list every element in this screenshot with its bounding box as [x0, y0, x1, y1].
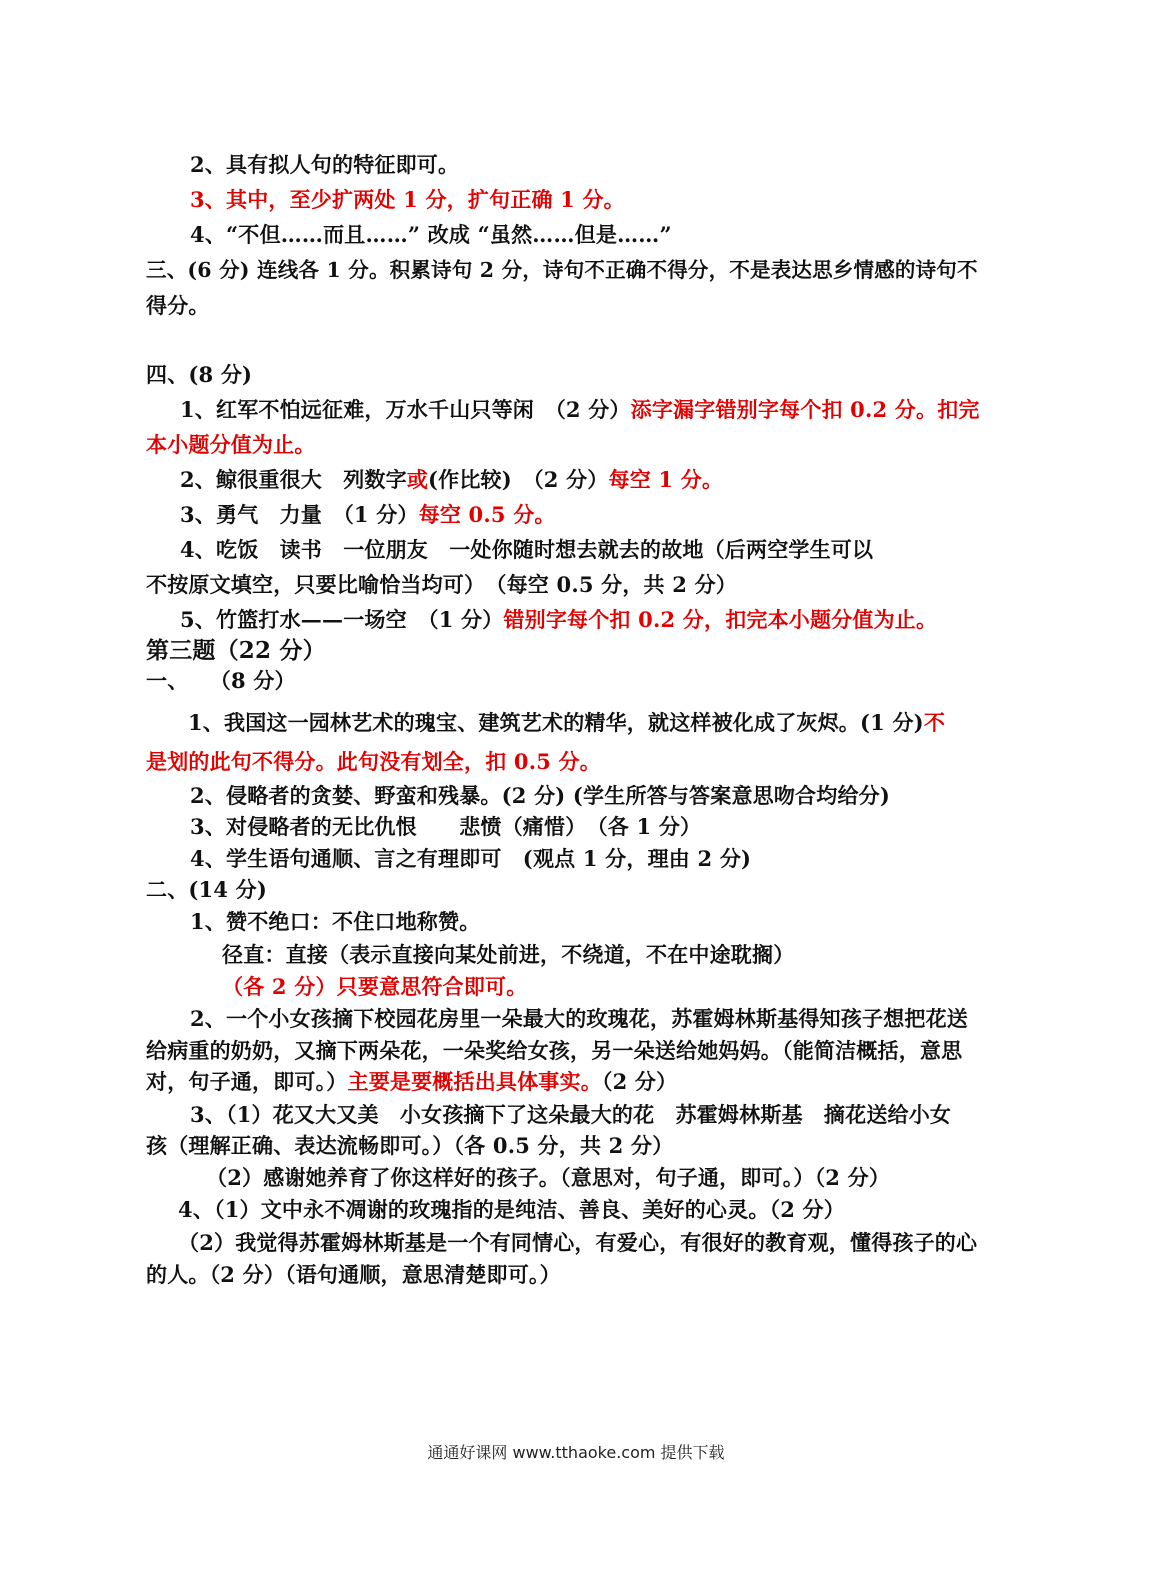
section-header: 一、 （8 分） [146, 668, 296, 693]
answer-line: 1、我国这一园林艺术的瑰宝、建筑艺术的精华，就这样被化成了灰烬。(1 分)不 [188, 710, 946, 735]
section-header: 四、(8 分) [146, 362, 253, 387]
answer-line: 3、对侵略者的无比仇恨 悲愤（痛惜） （各 1 分） [190, 814, 702, 839]
scoring-note: 每空 1 分。 [608, 467, 724, 492]
scoring-note: 主要是要概括出具体事实。 [347, 1069, 602, 1094]
scoring-note: 是划的此句不得分。此句没有划全，扣 0.5 分。 [146, 749, 601, 774]
answer-line: 得分。 [146, 293, 210, 318]
scoring-note: 错别字每个扣 0.2 分，扣完本小题分值为止。 [503, 607, 938, 632]
section-header: 二、(14 分) [146, 877, 268, 902]
answer-line: 对，句子通，即可。）主要是要概括出具体事实。（2 分） [146, 1069, 678, 1094]
answer-line: 4、（1）文中永不凋谢的玫瑰指的是纯洁、善良、美好的心灵。（2 分） [178, 1197, 845, 1222]
answer-line: 3、勇气 力量 （1 分）每空 0.5 分。 [180, 502, 556, 527]
scoring-note: 本小题分值为止。 [146, 432, 316, 457]
answer-line: 4、“不但……而且……” 改成 “虽然……但是……” [190, 222, 672, 247]
answer-line: 1、红军不怕远征难，万水千山只等闲 （2 分）添字漏字错别字每个扣 0.2 分。扣完 [180, 397, 980, 422]
scoring-note: （各 2 分）只要意思符合即可。 [222, 974, 528, 999]
answer-line: 2、鲸很重很大 列数字或(作比较) （2 分）每空 1 分。 [180, 467, 724, 492]
answer-line: 2、一个小女孩摘下校园花房里一朵最大的玫瑰花，苏霍姆林斯基得知孩子想把花送 [190, 1006, 969, 1031]
scoring-note: 添字漏字错别字每个扣 0.2 分。扣完 [630, 397, 980, 422]
answer-line: 孩（理解正确、表达流畅即可。）（各 0.5 分，共 2 分） [146, 1133, 674, 1158]
answer-line: 1、赞不绝口：不住口地称赞。 [190, 909, 481, 934]
answer-line: 2、侵略者的贪婪、野蛮和残暴。(2 分) (学生所答与答案意思吻合均给分) [190, 783, 890, 808]
answer-line: （2）我觉得苏霍姆林斯基是一个有同情心，有爱心，有很好的教育观，懂得孩子的心 [178, 1230, 978, 1255]
scoring-note: 不 [923, 710, 946, 735]
answer-line: 4、吃饭 读书 一位朋友 一处你随时想去就去的故地（后两空学生可以 [180, 537, 874, 562]
answer-line: （2）感谢她养育了你这样好的孩子。（意思对，句子通，即可。）（2 分） [206, 1165, 891, 1190]
answer-line: 3、（1）花又大又美 小女孩摘下了这朵最大的花 苏霍姆林斯基 摘花送给小女 [190, 1102, 952, 1127]
question-heading: 第三题（22 分） [146, 637, 326, 664]
scoring-note: 每空 0.5 分。 [418, 502, 556, 527]
section-header: 三、(6 分) 连线各 1 分。积累诗句 2 分，诗句不正确不得分，不是表达思乡情感的诗句不 [146, 258, 978, 282]
answer-line: 不按原文填空，只要比喻恰当均可） （每空 0.5 分，共 2 分） [146, 572, 737, 597]
answer-line: 2、具有拟人句的特征即可。 [190, 152, 460, 177]
answer-line: 的人。（2 分）（语句通顺，意思清楚即可。） [146, 1262, 561, 1287]
answer-line: 给病重的奶奶，又摘下两朵花，一朵奖给女孩，另一朵送给她妈妈。（能简洁概括，意思 [146, 1038, 963, 1063]
page-footer: 通通好课网 www.tthaoke.com 提供下载 [427, 1443, 725, 1462]
answer-line: 径直：直接（表示直接向某处前进，不绕道，不在中途耽搁） [222, 942, 795, 967]
answer-line: 5、竹篮打水——一场空 （1 分）错别字每个扣 0.2 分，扣完本小题分值为止。 [180, 607, 938, 632]
answer-line: 4、学生语句通顺、言之有理即可 (观点 1 分，理由 2 分) [190, 846, 752, 871]
scoring-note: 或 [406, 467, 429, 492]
scoring-note: 3、其中，至少扩两处 1 分，扩句正确 1 分。 [190, 187, 625, 212]
